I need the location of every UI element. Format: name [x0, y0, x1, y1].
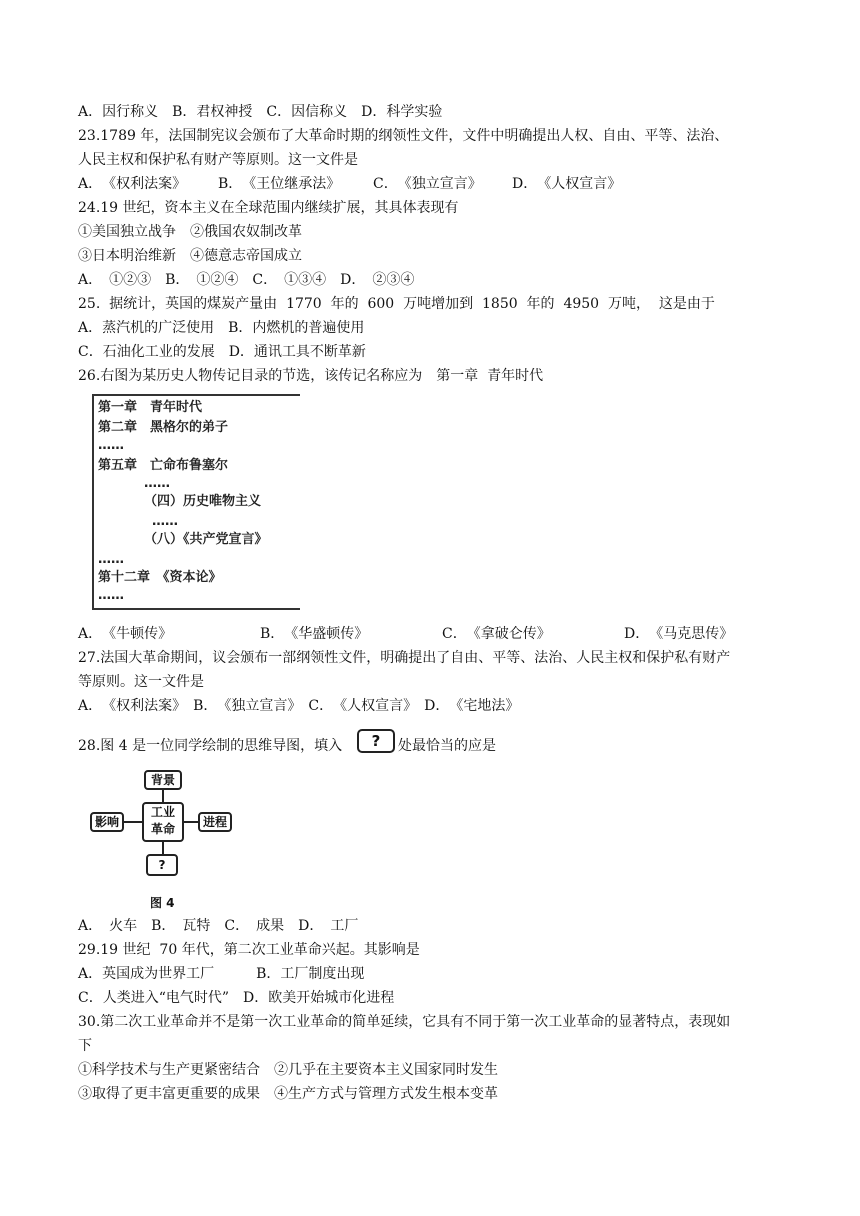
- biography-toc-figure: [92, 394, 300, 610]
- mind-map-figure: [80, 770, 250, 920]
- toc-chapter-2: 第二章 黑格尔的弟子: [98, 420, 229, 435]
- q24-options: A． ①②③ B． ①②④ C． ①③④ D． ②③④: [78, 272, 415, 288]
- q26-option-d: D． 《马克思传》: [624, 626, 734, 642]
- edge-right: [184, 821, 198, 823]
- q27-options: A． 《权利法案》 B． 《独立宣言》 C． 《人权宣言》 D． 《宅地法》: [78, 698, 520, 714]
- q23-option-c: C． 《独立宣言》: [373, 176, 482, 192]
- edge-left: [122, 821, 142, 823]
- q22-options: A．因行称义 B．君权神授 C．因信称义 D．科学实验: [78, 104, 443, 120]
- q26-option-c: C． 《拿破仑传》: [442, 626, 551, 642]
- q25-stem: 25. 据统计，英国的煤炭产量由 1770 年的 600 万吨增加到 1850 年的 4950 万吨， 这是由于: [78, 296, 715, 312]
- q30-item-line2: ③取得了更丰富更重要的成果 ④生产方式与管理方式发生根本变革: [78, 1086, 498, 1102]
- toc-section-8: （八）《共产党宣言》: [144, 532, 268, 547]
- node-bottom: ?: [146, 854, 178, 876]
- q26-option-a: A． 《牛顿传》: [78, 626, 173, 642]
- toc-ellipsis-4: ……: [98, 552, 124, 567]
- q29-options-cd: C．人类进入“电气时代” D．欧美开始城市化进程: [78, 990, 395, 1006]
- q23-options: [78, 174, 622, 194]
- q27-stem-line2: 等原则。这一文件是: [78, 674, 204, 690]
- q23-stem-line1: 23.1789 年，法国制宪议会颁布了大革命时期的纲领性文件，文件中明确提出人权、自由、平等、法治、: [78, 128, 729, 144]
- q26-stem: 26.右图为某历史人物传记目录的节选，该传记名称应为 第一章 青年时代: [78, 368, 544, 384]
- edge-top: [162, 790, 164, 802]
- node-top: 背景: [144, 770, 182, 790]
- q29-options-ab: A．英国成为世界工厂 B．工厂制度出现: [78, 966, 365, 982]
- q23-option-a: A． 《权利法案》: [78, 176, 187, 192]
- q27-stem-line1: 27.法国大革命期间，议会颁布一部纲领性文件，明确提出了自由、平等、法治、人民主权和保护私有财产: [78, 650, 731, 666]
- question-mark-box: ?: [357, 729, 395, 753]
- q30-stem-line1: 30.第二次工业革命并不是第一次工业革命的简单延续，它具有不同于第一次工业革命的显著特点，表现如: [78, 1014, 731, 1030]
- q29-stem: 29.19 世纪 70 年代，第二次工业革命兴起。其影响是: [78, 942, 420, 958]
- q23-option-b: B． 《王位继承法》: [218, 176, 341, 192]
- toc-ellipsis-2: ……: [144, 476, 170, 491]
- q24-item-line2: ③日本明治维新 ④德意志帝国成立: [78, 248, 302, 264]
- toc-chapter-1: 第一章 青年时代: [98, 400, 203, 415]
- toc-ellipsis-5: ……: [98, 588, 124, 603]
- q25-options-cd: C．石油化工业的发展 D．通讯工具不断革新: [78, 344, 366, 360]
- q23-option-d: D． 《人权宣言》: [512, 176, 622, 192]
- toc-ellipsis-3: ……: [152, 514, 178, 529]
- node-right: 进程: [198, 812, 232, 832]
- toc-ellipsis-1: ……: [98, 438, 124, 453]
- q24-item-line1: ①美国独立战争 ②俄国农奴制改革: [78, 224, 302, 240]
- q23-stem-line2: 人民主权和保护私有财产等原则。这一文件是: [78, 152, 358, 168]
- q24-stem: 24.19 世纪，资本主义在全球范围内继续扩展，其具体表现有: [78, 200, 459, 216]
- edge-bottom: [162, 842, 164, 854]
- node-center: 工业 革命: [142, 802, 184, 842]
- q26-option-b: B． 《华盛顿传》: [260, 626, 369, 642]
- q30-item-line1: ①科学技术与生产更紧密结合 ②几乎在主要资本主义国家同时发生: [78, 1062, 498, 1078]
- q30-stem-line2: 下: [78, 1038, 92, 1054]
- q25-options-ab: A．蒸汽机的广泛使用 B．内燃机的普遍使用: [78, 320, 365, 336]
- node-left: 影响: [90, 812, 124, 832]
- q26-options: [78, 624, 734, 644]
- q28-stem-part2: 处最恰当的应是: [398, 738, 496, 754]
- toc-section-4: （四）历史唯物主义: [144, 494, 262, 509]
- toc-chapter-12: 第十二章 《资本论》: [98, 570, 222, 585]
- q28-options: A． 火车 B． 瓦特 C． 成果 D． 工厂: [78, 918, 359, 934]
- q28-stem-part1: 28.图 4 是一位同学绘制的思维导图，填入: [78, 738, 343, 754]
- toc-chapter-5: 第五章 亡命布鲁塞尔: [98, 458, 229, 473]
- figure-caption: 图 4: [150, 896, 175, 910]
